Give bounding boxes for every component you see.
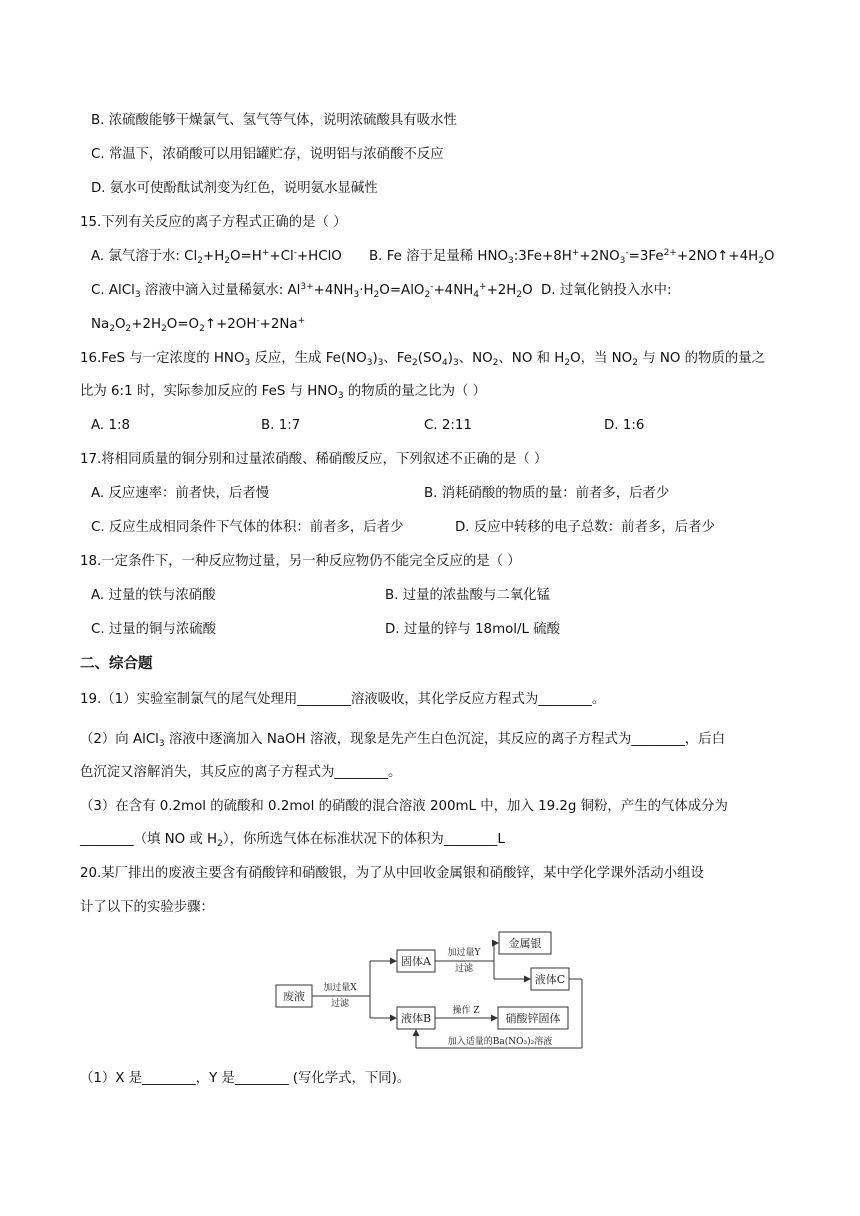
q15-option-c: C. AlCl$_3$ 溶液中滴入过量稀氨水: $Al^{3+}+4NH_3\cdot H_2O=AlO_2^-+4NH_4^++2H_2O$ [91, 282, 533, 300]
q14-option-c: C. 常温下，浓硝酸可以用铝罐贮存，说明铝与浓硝酸不反应 [91, 147, 444, 162]
q16-option-b: B. 1:7 [261, 418, 301, 433]
q16-stem-line1: 16.FeS 与一定浓度的 $HNO_3$ 反应，生成 $Fe(NO_3)_3$、$Fe_2(SO_4)_3$、$NO_2$、NO 和 $H_2O$，当 $NO_2$ 与 NO 的物质的量之 [80, 351, 765, 368]
label-add-x: 加过量X [323, 983, 357, 993]
experiment-flowchart [272, 928, 592, 1056]
q16-option-a: A. 1:8 [91, 418, 130, 433]
q17-option-b: B. 消耗硝酸的物质的量：前者多，后者少 [424, 486, 670, 501]
label-silver: 金属银 [508, 937, 542, 950]
q18-stem: 18.一定条件下，一种反应物过量，另一种反应物仍不能完全反应的是（ ） [80, 554, 521, 569]
q17-stem: 17.将相同质量的铜分别和过量浓硝酸、稀硝酸反应，下列叙述不正确的是（ ） [80, 452, 548, 467]
q15-stem: 15.下列有关反应的离子方程式正确的是（ ） [80, 215, 347, 230]
q15-option-b: B. Fe 溶于足量稀 $HNO_3:3Fe+8H^++2NO_3^-=3Fe^{2+}+2NO↑+4H_2O$ [369, 248, 775, 266]
q16-stem-line2: 比为 6:1 时，实际参加反应的 FeS 与 $HNO_3$ 的物质的量之比为（ ） [80, 384, 487, 401]
q14-option-b: B. 浓硫酸能够干燥氯气、氢气等气体，说明浓硫酸具有吸水性 [91, 113, 457, 128]
label-liquid-c: 液体C [534, 973, 566, 986]
q18-option-d: D. 过量的锌与 18mol/L 硫酸 [385, 622, 561, 637]
q20-stem-line1: 20.某厂排出的废液主要含有硝酸锌和硝酸银，为了从中回收金属银和硝酸锌，某中学化学课外活动小组设 [80, 866, 704, 881]
q17-option-a: A. 反应速率：前者快，后者慢 [91, 486, 270, 501]
label-filter-2: 过滤 [454, 964, 474, 974]
section-heading: 二、综合题 [80, 656, 153, 672]
q18-option-a: A. 过量的铁与浓硝酸 [91, 588, 216, 603]
q20-subquestion-1: （1）X 是________，Y 是________ (写化学式，下同)。 [80, 1071, 411, 1086]
label-liquid-b: 液体B [400, 1012, 432, 1025]
q19-part2-continued: 色沉淀又溶解消失，其反应的离子方程式为________。 [80, 765, 402, 780]
q18-option-c: C. 过量的铜与浓硫酸 [91, 622, 216, 637]
q16-option-d: D. 1:6 [604, 418, 645, 433]
q19-part3: （3）在含有 0.2mol 的硫酸和 0.2mol 的硝酸的混合溶液 200mL 中，加入 19.2g 铜粉，产生的气体成分为 [80, 799, 728, 814]
q15-option-d: D. 过氧化钠投入水中: [541, 283, 672, 298]
label-add-barium-nitrate: 加入适量的Ba(NO₃)₂溶液 [447, 1037, 553, 1047]
q17-option-c: C. 反应生成相同条件下气体的体积：前者多，后者少 [91, 520, 404, 535]
q19-part2: （2）向 AlCl$_3$ 溶液中逐滴加入 NaOH 溶液，现象是先产生白色沉淀，其反应的离子方程式为________，后白 [80, 732, 726, 749]
label-add-y: 加过量Y [447, 948, 481, 958]
q15-option-d-continued: $Na_2O_2+2H_2O=O_2↑+2OH^-+2Na^+$ [91, 316, 306, 334]
q18-option-b: B. 过量的浓盐酸与二氧化锰 [385, 588, 550, 603]
q15-option-a: A. 氯气溶于水: $Cl_2+H_2O=H^++Cl^-+HClO$ [91, 248, 342, 266]
q19-part3-continued: ________（填 NO 或 $H_2$），你所选气体在标准状况下的体积为________L [80, 832, 505, 849]
label-waste: 废液 [283, 990, 305, 1003]
label-zinc-nitrate: 硝酸锌固体 [505, 1012, 561, 1025]
label-solid-a: 固体A [401, 955, 431, 968]
label-operation-z: 操作 Z [452, 1006, 480, 1016]
q17-option-d: D. 反应中转移的电子总数：前者多，后者少 [455, 520, 715, 535]
q20-stem-line2: 计了以下的实验步骤： [80, 900, 214, 915]
q16-option-c: C. 2:11 [424, 418, 472, 433]
q14-option-d: D. 氨水可使酚酞试剂变为红色，说明氨水显碱性 [91, 181, 378, 196]
q19-part1: 19.（1）实验室制氯气的尾气处理用________溶液吸收，其化学反应方程式为________。 [80, 692, 606, 707]
label-filter-1: 过滤 [330, 999, 350, 1009]
